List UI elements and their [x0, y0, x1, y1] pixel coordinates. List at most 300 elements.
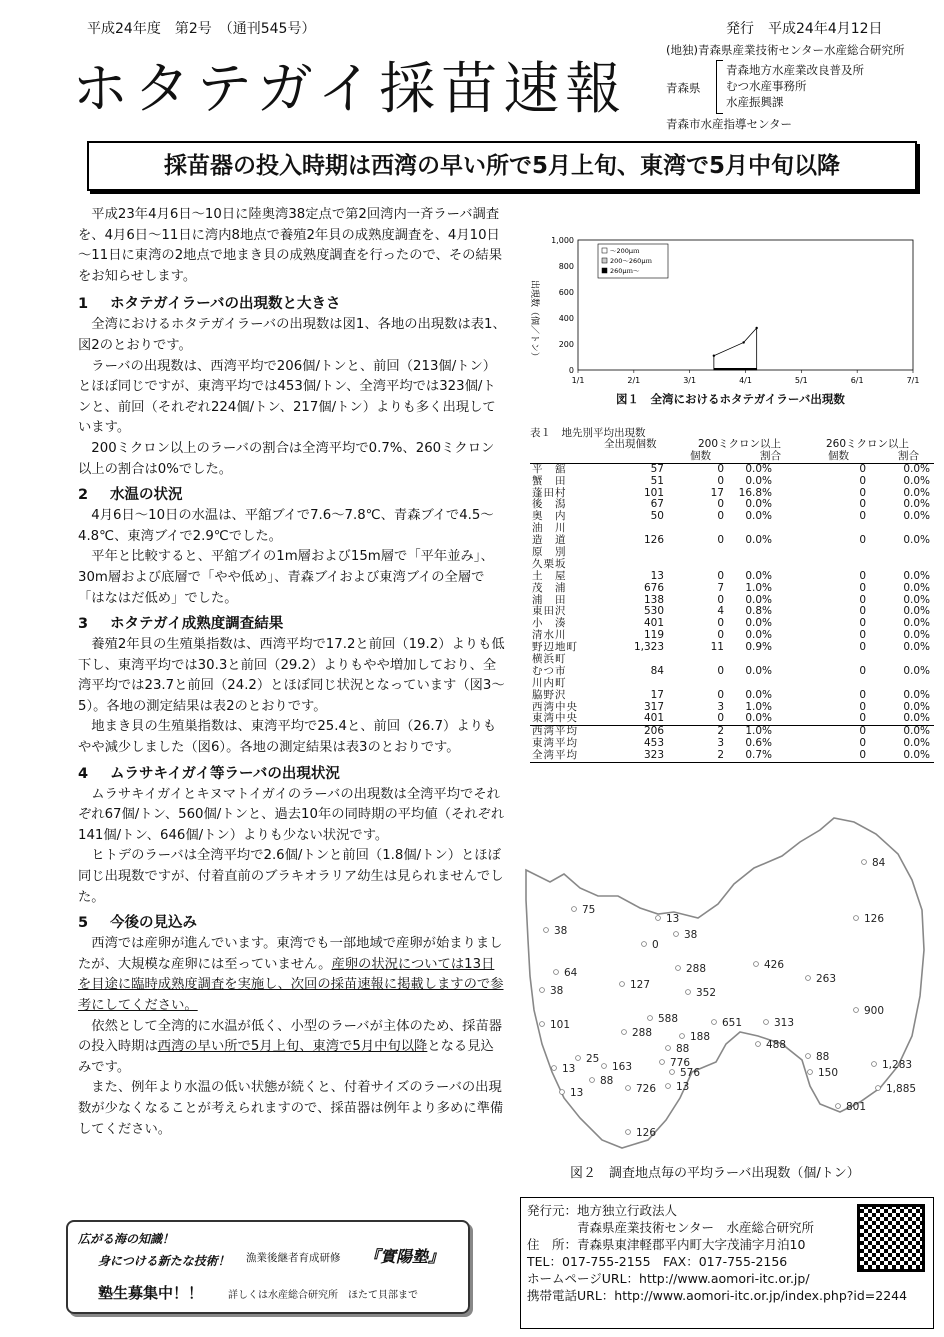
section-4-para: ヒトデのラーバは全湾平均で2.6個/トンと前回（1.8個/トン）とほぼ同じ出現数ですが、付着直前のブラキオラリア幼生は見られませんでした。 [78, 848, 504, 905]
pref-label: 青森県 [666, 81, 701, 95]
section-1-title: 1 ホタテガイラーバの出現数と大きさ [78, 296, 341, 313]
station-marker [626, 1130, 631, 1135]
table-header-1: 全出現個数 200ミクロン以上 260ミクロン以上 [604, 438, 910, 450]
station-marker [808, 1070, 813, 1075]
table-cell: 0 [717, 534, 724, 547]
station-marker [806, 976, 811, 981]
page-title: ホタテガイ採苗速報 [72, 57, 628, 122]
station-label: 150 [818, 1067, 839, 1079]
table-cell: 2 [717, 749, 724, 762]
table-row [530, 595, 934, 607]
table-cell: 0 [717, 629, 724, 642]
table-row-label: 東湾中央 [532, 712, 578, 725]
section-5-para: 依然として全湾的に水温が低く、小型のラーバが主体のため、採苗器の投入時期は西湾の早い所で5月上旬、東湾で5月中旬以降となる見込みです。 [78, 1018, 503, 1075]
section-5-para: また、例年より水温の低い状態が続くと、付着サイズのラーバの出現数が少なくなることが考えられますので、採苗器は例年より多めに準備してください。 [78, 1080, 504, 1137]
x-tick-label: 2/1 [627, 376, 641, 385]
legend-label: ～200μｍ [610, 247, 640, 255]
table-cell: 0 [859, 605, 866, 618]
ad-line-2: 身につける新たな技術！ [98, 1254, 230, 1268]
section-3-para: 地まき貝の生殖巣指数は、東湾平均で25.4と、前回（26.7）よりもやや減少しました（図6）。各地の測定結果は表3のとおりです。 [78, 719, 497, 756]
table-cell: 4 [717, 605, 724, 618]
y-tick-label: 800 [558, 262, 574, 271]
station-label: 488 [766, 1039, 787, 1051]
table-cell: 0.0% [903, 737, 930, 750]
table-row [530, 738, 934, 750]
table-row [530, 678, 934, 690]
station-marker [660, 1060, 665, 1065]
footer-line: ホームページURL：http://www.aomori-itc.or.jp/ [527, 1271, 810, 1286]
legend-label: 260μｍ～ [610, 267, 640, 275]
table-cell: 0 [859, 749, 866, 762]
section-4-title: 4 ムラサキイガイ等ラーバの出現状況 [78, 765, 340, 782]
ad-recruit: 塾生募集中！！ [98, 1284, 204, 1302]
station-label: 352 [696, 987, 717, 999]
intro-paragraph: 平成23年4月6日～10日に陸奥湾38定点で第2回湾内一斉ラーバ調査を、4月6日～11日に湾内8地点で養殖2年貝の成熟度調査を、4月10日～11日に東湾の2地点で地まき貝の成熟度調査を行ったので、その結果をお知らせします。 [78, 207, 503, 284]
station-marker [642, 942, 647, 947]
table-cell: 0.0% [903, 700, 930, 713]
legend-swatch [602, 248, 607, 253]
station-label: 25 [586, 1053, 600, 1065]
station-marker [676, 966, 681, 971]
legend-swatch [602, 258, 607, 263]
table-cell: 0.0% [745, 712, 772, 725]
bracket [716, 60, 723, 114]
table-cell: 0.0% [903, 486, 930, 499]
station-label: 726 [636, 1083, 657, 1095]
station-marker [872, 1062, 877, 1067]
table-cell: 57 [650, 462, 664, 475]
table-cell: 0.0% [903, 605, 930, 618]
x-tick-label: 4/1 [739, 376, 752, 385]
y-axis-label: 出現数（個／トン） [529, 280, 539, 362]
bay-map [520, 800, 940, 1155]
table-cell: 0 [859, 581, 866, 594]
station-marker [554, 970, 559, 975]
table-cell: 0.0% [903, 569, 930, 582]
station-marker [590, 1078, 595, 1083]
table-cell: 0 [859, 664, 866, 677]
y-tick-label: 600 [558, 288, 574, 297]
table-row [530, 499, 934, 511]
issue-number: 平成24年度 第2号 （通刊545号） [87, 21, 316, 37]
table-cell: 0.0% [903, 510, 930, 523]
station-label: 313 [774, 1017, 795, 1029]
station-label: 288 [686, 963, 707, 975]
y-tick-label: 0 [568, 366, 574, 375]
section-1-para: 全湾におけるホタテガイラーバの出現数は図1、各地の出現数は表1、図2のとおりです。 [78, 317, 506, 353]
table-cell: 0 [717, 569, 724, 582]
table-cell: 206 [643, 725, 664, 738]
table-cell: 0.0% [745, 593, 772, 606]
table-cell: 0.0% [903, 688, 930, 701]
station-label: 776 [670, 1057, 691, 1069]
y-tick-label: 400 [558, 314, 574, 323]
table-cell: 0.0% [745, 510, 772, 523]
station-marker [764, 1020, 769, 1025]
station-label: 576 [680, 1067, 701, 1079]
table-row-label: 茂 浦 [532, 581, 567, 594]
table-cell: 0.0% [903, 593, 930, 606]
table-row-label: 脇野沢 [532, 688, 567, 701]
table-cell: 0.0% [903, 712, 930, 725]
table-row [530, 523, 934, 535]
legend-swatch [602, 268, 607, 273]
table-cell: 0.0% [745, 688, 772, 701]
table-cell: 0.0% [745, 629, 772, 642]
table-cell: 0.6% [745, 737, 772, 750]
table-cell: 0 [717, 688, 724, 701]
table-cell: 0.0% [745, 617, 772, 630]
station-marker [674, 932, 679, 937]
table-cell: 50 [650, 510, 664, 523]
table-cell: 0.0% [745, 569, 772, 582]
ad-program: 漁業後継者育成研修 [246, 1252, 341, 1264]
station-label: 1,885 [886, 1083, 917, 1095]
table-cell: 1.0% [745, 725, 772, 738]
table-cell: 13 [650, 569, 664, 582]
table-row-label: 平 舘 [532, 462, 567, 475]
table-cell: 17 [710, 486, 724, 499]
station-label: 13 [676, 1081, 690, 1093]
table-cell: 0 [717, 474, 724, 487]
publisher-city: 青森市水産指導センター [666, 117, 793, 131]
table-cell: 16.8% [738, 486, 772, 499]
station-marker [602, 1064, 607, 1069]
larvae-table [530, 427, 934, 763]
headline-banner: 採苗器の投入時期は西湾の早い所で5月上旬、東湾で5月中旬以降 [87, 141, 917, 191]
publisher-3: 水産振興課 [726, 95, 784, 109]
series-point [742, 341, 744, 343]
table-cell: 1,323 [633, 641, 664, 654]
table-cell: 51 [650, 474, 664, 487]
table-cell: 0.0% [903, 498, 930, 511]
chart-svg [520, 228, 935, 408]
map-svg [520, 800, 940, 1155]
station-marker [544, 928, 549, 933]
station-label: 651 [722, 1017, 743, 1029]
section-2-title: 2 水温の状況 [78, 487, 183, 504]
table-row-label: 東田沢 [532, 605, 567, 618]
table-cell: 401 [643, 712, 664, 725]
y-tick-label: 1,000 [551, 236, 574, 245]
table-row-label: 清水川 [532, 629, 567, 642]
section-1-para: 200ミクロン以上のラーバの割合は全湾平均で0.7%、260ミクロン以上の割合は0%でした。 [78, 440, 495, 477]
table-cell: 0 [859, 725, 866, 738]
station-label: 88 [600, 1075, 614, 1087]
section-1-para: ラーバの出現数は、西湾平均で206個/トンと、前回（213個/トン）とほぼ同じですが、東湾平均では453個/トン、全湾平均では323個/トンと、前回（それぞれ224個/トン、217個/トン）よりも多く出現しています。 [78, 358, 497, 436]
station-label: 426 [764, 959, 785, 971]
table-row-label: 油 川 [532, 522, 567, 535]
table-cell: 0 [859, 569, 866, 582]
table-row [530, 642, 934, 654]
table-cell: 0 [717, 462, 724, 475]
table-cell: 676 [643, 581, 664, 594]
station-label: 84 [872, 857, 886, 869]
table-cell: 11 [710, 641, 724, 654]
table-cell: 0.0% [903, 725, 930, 738]
section-3-para: 養殖2年貝の生殖巣指数は、西湾平均で17.2と前回（19.2）よりも低下し、東湾平均では30.3と前回（29.2）よりもやや増加しており、全湾平均では23.7と前回（24.2）とほぼ同じ状況となっています（図3～5）。各地の測定結果は表2のとおりです。 [78, 637, 505, 714]
table-cell: 323 [643, 749, 664, 762]
publisher-2: むつ水産事務所 [726, 79, 807, 93]
table-row [530, 583, 934, 595]
x-tick-label: 5/1 [794, 376, 808, 385]
table-cell: 0.0% [903, 462, 930, 475]
series-area [714, 328, 757, 370]
table-cell: 138 [643, 593, 664, 606]
station-marker [648, 1016, 653, 1021]
x-tick-label: 6/1 [850, 376, 864, 385]
table-cell: 0 [859, 700, 866, 713]
table-cell: 0 [859, 641, 866, 654]
table-row-label: 後 潟 [532, 498, 567, 511]
table-cell: 1.0% [745, 700, 772, 713]
legend-label: 200～260μｍ [610, 257, 652, 265]
table-cell: 530 [643, 605, 664, 618]
table-cell: 0.0% [903, 534, 930, 547]
table-cell: 0 [859, 486, 866, 499]
station-label: 38 [550, 985, 564, 997]
station-label: 101 [550, 1019, 571, 1031]
table-cell: 0 [859, 462, 866, 475]
station-label: 288 [632, 1027, 653, 1039]
table-row [530, 488, 934, 500]
station-marker [576, 1056, 581, 1061]
table-cell: 0.0% [745, 498, 772, 511]
table-row-label: 小 湊 [532, 617, 567, 630]
table-cell: 101 [643, 486, 664, 499]
station-marker [666, 1084, 671, 1089]
table-row [530, 511, 934, 523]
station-label: 163 [612, 1061, 633, 1073]
table-cell: 3 [717, 700, 724, 713]
publisher-1: 青森地方水産業改良普及所 [726, 63, 864, 77]
station-marker [854, 1008, 859, 1013]
table-cell: 119 [643, 629, 664, 642]
table-cell: 1.0% [745, 581, 772, 594]
table-row [530, 630, 934, 642]
station-marker [836, 1104, 841, 1109]
section-5-title: 5 今後の見込み [78, 915, 197, 932]
table-cell: 0 [717, 664, 724, 677]
ad-name: 『實陽塾』 [364, 1247, 445, 1266]
table-cell: 0.0% [903, 749, 930, 762]
table-row [530, 535, 934, 547]
footer-line: 青森県産業技術センター 水産総合研究所 [527, 1220, 815, 1235]
table-row-label: 横浜町 [532, 653, 567, 666]
table-cell: 0.8% [745, 605, 772, 618]
table-cell: 0 [859, 498, 866, 511]
station-label: 64 [564, 967, 578, 979]
coastline [526, 818, 924, 1148]
x-tick-label: 3/1 [683, 376, 697, 385]
series-point [755, 327, 757, 329]
table-row [530, 476, 934, 488]
table-cell: 0.0% [903, 641, 930, 654]
table-row [530, 702, 934, 714]
map-caption: 図２ 調査地点毎の平均ラーバ出現数（個/トン） [570, 1166, 860, 1181]
station-label: 38 [684, 929, 698, 941]
table-cell: 0.0% [903, 617, 930, 630]
table-row [530, 559, 934, 571]
table-cell: 67 [650, 498, 664, 511]
station-marker [540, 1022, 545, 1027]
table-body [530, 464, 934, 763]
article-body [78, 205, 506, 1140]
station-label: 126 [864, 913, 885, 925]
table-row-label: 全湾平均 [532, 749, 578, 762]
station-marker [854, 916, 859, 921]
table-cell: 0.0% [745, 462, 772, 475]
table-cell: 0 [717, 498, 724, 511]
station-marker [666, 1046, 671, 1051]
station-label: 127 [630, 979, 651, 991]
table-row-label: 浦 田 [532, 593, 567, 606]
station-marker [712, 1020, 717, 1025]
table-header-2: 個数 割合 個数 割合 [530, 451, 934, 464]
table-row-label: 野辺地町 [532, 641, 578, 654]
table-row [530, 606, 934, 618]
footer-line: 携帯電話URL：http://www.aomori-itc.or.jp/index.php?id=2244 [527, 1288, 908, 1303]
station-marker [680, 1034, 685, 1039]
table-row [530, 571, 934, 583]
table-cell: 0 [859, 534, 866, 547]
section-2-para: 4月6日～10日の水温は、平舘ブイで7.6～7.8℃、青森ブイで4.5～4.8℃、東湾ブイで2.9℃でした。 [78, 508, 494, 544]
table-row [530, 726, 934, 738]
station-marker [670, 1070, 675, 1075]
table-cell: 453 [643, 737, 664, 750]
station-label: 1,283 [882, 1059, 913, 1071]
x-tick-label: 7/1 [906, 376, 920, 385]
section-5-para: 西湾では産卵が進んでいます。東湾でも一部地域で産卵が始まりましたが、大規模な産卵には至っていません。産卵の状況については13日を目途に臨時成熟度調査を実施し、次回の採苗速報に掲載しますので参考にしてください。 [78, 936, 504, 1013]
table-row-label: 西湾平均 [532, 725, 578, 738]
station-marker [754, 962, 759, 967]
station-marker [572, 907, 577, 912]
station-marker [876, 1086, 881, 1091]
station-label: 38 [554, 925, 568, 937]
table-cell: 0.0% [903, 581, 930, 594]
table-cell: 126 [643, 534, 664, 547]
table-row-label: 東湾平均 [532, 737, 578, 750]
table-cell: 317 [643, 700, 664, 713]
station-label: 801 [846, 1101, 867, 1113]
station-marker [622, 1030, 627, 1035]
table-row [530, 654, 934, 666]
chart-title: 図１ 全湾におけるホタテガイラーバ出現数 [616, 392, 845, 406]
station-marker [756, 1042, 761, 1047]
table-cell: 0 [859, 712, 866, 725]
table-cell: 0.0% [903, 474, 930, 487]
station-marker [656, 916, 661, 921]
table-cell: 17 [650, 688, 664, 701]
station-marker [540, 988, 545, 993]
section-2-para: 平年と比較すると、平舘ブイの1m層および15m層で「平年並み」、30m層および底層で「やや低め」、青森ブイおよび東湾ブイの全層で「はなはだ低め」でした。 [78, 549, 494, 606]
table-cell: 0 [717, 712, 724, 725]
station-marker [862, 860, 867, 865]
station-label: 188 [690, 1031, 711, 1043]
table-cell: 0.0% [745, 474, 772, 487]
footer-text [527, 1202, 907, 1304]
station-marker [686, 990, 691, 995]
station-marker [620, 982, 625, 987]
table-cell: 0 [859, 688, 866, 701]
table-row-label: 蟹 田 [532, 474, 567, 487]
table-row [530, 750, 934, 763]
station-label: 88 [676, 1043, 690, 1055]
table-cell: 0.0% [745, 664, 772, 677]
table-cell: 0 [859, 629, 866, 642]
table-cell: 0 [717, 510, 724, 523]
table-row [530, 690, 934, 702]
publisher-box [520, 1197, 934, 1329]
station-label: 900 [864, 1005, 885, 1017]
table-row-label: 造 道 [532, 534, 567, 547]
x-tick-label: 1/1 [571, 376, 585, 385]
table-cell: 7 [717, 581, 724, 594]
station-label: 13 [570, 1087, 584, 1099]
table-row-label: 原 別 [532, 546, 567, 559]
footer-line: 住 所：青森県東津軽郡平内町大字茂浦字月泊10 [527, 1237, 806, 1252]
station-marker [552, 1066, 557, 1071]
table-row-label: 久栗坂 [532, 557, 567, 570]
table-row-label: 川内町 [532, 676, 567, 689]
issue-date: 発行 平成24年4月12日 [726, 21, 883, 37]
table-cell: 401 [643, 617, 664, 630]
station-label: 88 [816, 1051, 830, 1063]
footer-line: 発行元：地方独立行政法人 [527, 1203, 678, 1218]
series-point [713, 355, 715, 357]
footer-line: TEL：017-755-2155 FAX：017-755-2156 [527, 1254, 788, 1269]
larvae-chart [520, 228, 935, 408]
table-cell: 0 [859, 593, 866, 606]
station-label: 0 [652, 939, 659, 951]
table-cell: 0 [859, 617, 866, 630]
section-3-title: 3 ホタテガイ成熟度調査結果 [78, 616, 284, 633]
table-row [530, 666, 934, 678]
table-cell: 0.7% [745, 749, 772, 762]
station-marker [560, 1090, 565, 1095]
table-cell: 0 [859, 510, 866, 523]
station-label: 13 [562, 1063, 576, 1075]
station-marker [806, 1054, 811, 1059]
table-cell: 3 [717, 737, 724, 750]
station-label: 13 [666, 913, 680, 925]
station-label: 588 [658, 1013, 679, 1025]
chart-legend [598, 244, 668, 278]
table-row-label: 奥 内 [532, 510, 567, 523]
table-cell: 0 [859, 737, 866, 750]
table-cell: 0.0% [745, 534, 772, 547]
table-row-label: 蓬田村 [532, 486, 567, 499]
ad-contact: 詳しくは水産総合研究所 ほたて貝部まで [228, 1290, 418, 1301]
table-row-label: 土 屋 [532, 569, 567, 582]
table-row [530, 547, 934, 559]
station-label: 263 [816, 973, 837, 985]
table-row [530, 464, 934, 476]
table-row [530, 713, 934, 726]
table-row-label: むつ市 [532, 664, 567, 677]
table-row [530, 618, 934, 630]
qr-code-icon [857, 1204, 925, 1272]
station-label: 126 [636, 1127, 657, 1139]
table-cell: 0 [859, 474, 866, 487]
publisher-main: (地独)青森県産業技術センター水産総合研究所 [666, 43, 905, 57]
table-cell: 0.9% [745, 641, 772, 654]
table-cell: 84 [650, 664, 664, 677]
station-marker [626, 1086, 631, 1091]
table-cell: 0.0% [903, 664, 930, 677]
y-tick-label: 200 [558, 340, 574, 349]
ad-line-1: 広がる海の知識！ [78, 1232, 175, 1246]
